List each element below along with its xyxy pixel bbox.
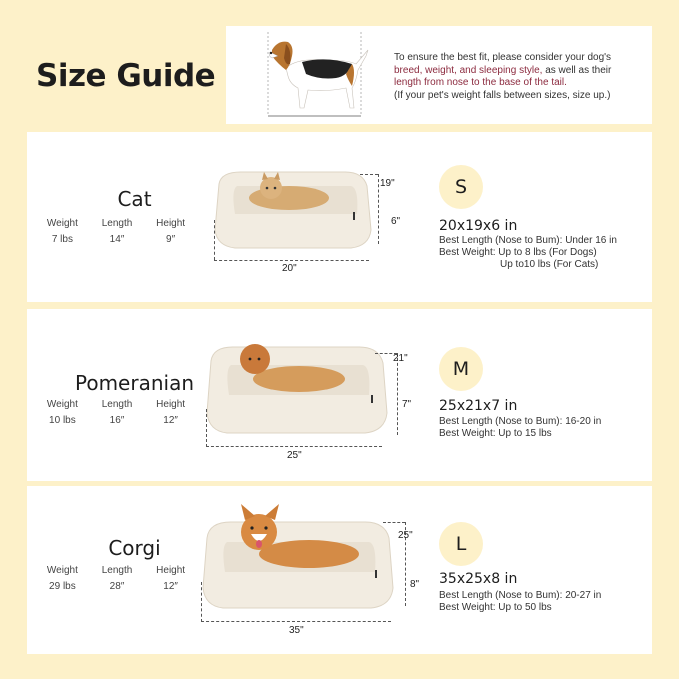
stat-weight [47, 563, 78, 595]
stat-value: 16″ [109, 415, 125, 426]
measure-line [201, 582, 202, 622]
stat-weight [47, 397, 78, 429]
intro-line-1: To ensure the best fit, please consider your dog's [394, 52, 612, 63]
spec-label: Best Length (Nose to Bum): [439, 416, 563, 427]
size-dimensions: 25x21x7 in [439, 398, 518, 414]
spec-value: Under 16 in [565, 235, 617, 246]
bed-with-pomeranian-image [203, 339, 389, 437]
intro-text [394, 52, 644, 102]
size-specs [439, 590, 601, 614]
bed-width-label: 35" [289, 625, 304, 636]
measure-line [206, 409, 207, 447]
size-card-medium [27, 309, 652, 481]
spec-label: Best Weight: [439, 247, 496, 258]
bed-height-label: 8" [410, 579, 420, 590]
stat-value: 7 lbs [51, 234, 73, 245]
measure-line [360, 174, 378, 175]
size-specs [439, 416, 601, 440]
pet-stats [27, 563, 197, 595]
stat-value: 10 lbs [49, 415, 76, 426]
pet-stats [27, 397, 197, 429]
measure-line [206, 446, 382, 447]
pet-name: Corgi [108, 536, 161, 560]
measure-line [214, 220, 215, 260]
pet-stats [27, 216, 197, 248]
bed-depth-label: 19" [380, 178, 395, 189]
stat-value: 14″ [109, 234, 125, 245]
spec-value: 16-20 in [565, 416, 602, 427]
stat-label: Height [156, 218, 186, 229]
size-specs [439, 235, 617, 271]
size-badge: S [439, 165, 483, 209]
stat-length [102, 216, 133, 248]
size-dimensions: 35x25x8 in [439, 571, 518, 587]
stat-length [102, 397, 133, 429]
bed-height-label: 6" [391, 216, 401, 227]
intro-note: (If your pet's weight falls between sizes, size up.) [394, 89, 611, 101]
bed-depth-label: 21" [393, 353, 408, 364]
stat-value: 29 lbs [49, 581, 76, 592]
spec-label: Best Length (Nose to Bum): [439, 235, 563, 246]
spec-value: Up to10 lbs (For Cats) [500, 259, 599, 270]
stat-label: Height [156, 399, 186, 410]
stat-value: 9″ [166, 234, 176, 245]
stat-value: 28″ [109, 581, 125, 592]
beagle-measurement-image [256, 30, 376, 120]
size-badge: L [439, 522, 483, 566]
size-card-small [27, 132, 652, 302]
bed-width-label: 20" [282, 263, 297, 274]
stat-length [102, 563, 133, 595]
pet-name: Pomeranian [74, 371, 194, 395]
measure-line [378, 174, 379, 244]
stat-label: Height [156, 565, 186, 576]
measure-line [201, 621, 391, 622]
intro-highlight-2: length from nose to the base of the tail. [394, 77, 567, 88]
bed-with-cat-image [211, 166, 375, 252]
measure-line [383, 522, 405, 523]
stat-label: Weight [46, 565, 78, 576]
spec-value: Up to 8 lbs (For Dogs) [498, 247, 597, 258]
intro-line-2: as well as their [542, 64, 612, 76]
bed-with-corgi-image [199, 504, 395, 612]
spec-value: Up to 50 lbs [498, 602, 552, 613]
stat-label: Weight [46, 399, 78, 410]
stat-value: 12″ [163, 415, 178, 426]
size-dimensions: 20x19x6 in [439, 218, 518, 234]
stat-height [156, 397, 185, 429]
spec-value: Up to 15 lbs [498, 428, 552, 439]
spec-label: Best Weight: [439, 602, 496, 613]
stat-label: Length [101, 218, 133, 229]
spec-label: Best Length (Nose to Bum): [439, 590, 563, 601]
stat-height [156, 563, 185, 595]
page-title: Size Guide [36, 58, 216, 94]
pet-name: Cat [117, 187, 152, 211]
stat-label: Weight [46, 218, 78, 229]
size-badge: M [439, 347, 483, 391]
stat-label: Length [101, 565, 133, 576]
measure-line [397, 353, 398, 435]
measure-line [214, 260, 369, 261]
stat-value: 12″ [163, 581, 178, 592]
intro-panel [226, 26, 652, 124]
spec-value: 20-27 in [565, 590, 602, 601]
intro-highlight-1: breed, weight, and sleeping style, [394, 64, 543, 76]
bed-width-label: 25" [287, 450, 302, 461]
size-card-large [27, 486, 652, 654]
stat-height [156, 216, 185, 248]
stat-weight [47, 216, 78, 248]
spec-label: Best Weight: [439, 428, 496, 439]
bed-height-label: 7" [402, 399, 412, 410]
bed-depth-label: 25" [398, 530, 413, 541]
stat-label: Length [101, 399, 133, 410]
